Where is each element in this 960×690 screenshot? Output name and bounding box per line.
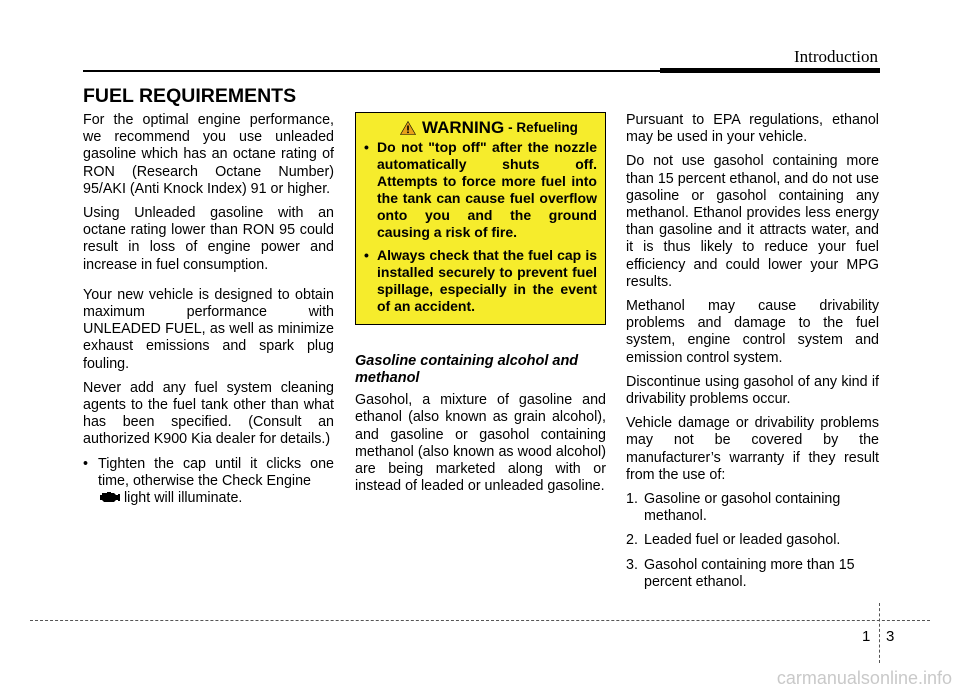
bullet-item	[83, 456, 334, 490]
list-item	[626, 491, 879, 525]
paragraph: Discontinue using gasohol of any kind if drivability problems occur.	[626, 373, 879, 408]
list-item	[626, 532, 879, 549]
warning-label: WARNING	[422, 118, 505, 137]
page-number-divider	[879, 603, 880, 663]
warning-header	[400, 119, 597, 136]
list-number: 1.	[626, 491, 638, 508]
warning-subject: - Refueling	[508, 120, 578, 135]
warning-icon	[400, 121, 416, 135]
bullet-dot: •	[364, 139, 369, 156]
section-label: Introduction	[793, 47, 878, 66]
list-text: Leaded fuel or leaded gasohol.	[644, 532, 841, 549]
check-engine-icon	[98, 491, 120, 503]
watermark: carmanualsonline.info	[776, 668, 952, 688]
paragraph: Using Unleaded gasoline with an octane rating lower than RON 95 could result in loss of engine power and increase in fuel consumption.	[83, 205, 334, 273]
bullet-text: Tighten the cap until it clicks one time, otherwise the Check Engine	[98, 455, 334, 489]
bullet-text-continued: light will illuminate.	[124, 490, 243, 507]
subsection-heading: Gasoline containing alcohol and methanol	[355, 353, 579, 387]
page-title: FUEL REQUIREMENTS	[83, 85, 297, 107]
paragraph: Your new vehicle is designed to obtain maximum performance with UNLEADED FUEL, as well as minimize exhaust emissions and spark plug fouling.	[83, 286, 334, 372]
page-number: 3	[886, 628, 895, 645]
warning-item-text: Do not "top off" after the nozzle automatically shuts off. Attempts to force more fuel into the tank can cause fuel overflow onto you and the ground causing a risk of fire.	[377, 139, 597, 241]
list-item	[626, 557, 879, 591]
header-rule-bold	[660, 68, 880, 73]
header-rule	[83, 70, 661, 72]
bullet-dot: •	[83, 455, 89, 472]
list-number: 2.	[626, 532, 638, 549]
column-left	[83, 112, 334, 507]
footer-rule	[30, 620, 930, 621]
warning-item	[364, 139, 597, 241]
paragraph: Never add any fuel system cleaning agents to the fuel tank other than what has been specified. (Consult an authorized K900 Kia dealer for details.)	[83, 379, 334, 448]
warning-item	[364, 247, 597, 315]
paragraph: Methanol may cause drivability problems and damage to the fuel system, engine control system and emission control system.	[626, 298, 879, 366]
warning-box	[355, 112, 606, 325]
chapter-number: 1	[862, 628, 871, 645]
paragraph: Gasohol, a mixture of gasoline and ethanol (also known as grain alcohol), and gasoline or gasohol containing methanol (also known as wood alcohol) are being marketed along with or instead of leaded or unleaded gasoline.	[355, 392, 606, 495]
list-text: Gasohol containing more than 15 percent ethanol.	[644, 556, 855, 590]
paragraph: Vehicle damage or drivability problems may not be covered by the manufacturer’s warranty if they result from the use of:	[626, 415, 879, 483]
warning-item-text: Always check that the fuel cap is installed securely to prevent fuel spillage, especially in the event of an accident.	[377, 247, 597, 315]
list-number: 3.	[626, 556, 638, 573]
bullet-dot: •	[364, 247, 369, 264]
check-engine-line	[83, 490, 334, 507]
list-text: Gasoline or gasohol containing methanol.	[644, 491, 841, 525]
paragraph: Pursuant to EPA regulations, ethanol may be used in your vehicle.	[626, 112, 879, 146]
column-right	[626, 112, 879, 598]
paragraph: Do not use gasohol containing more than 15 percent ethanol, and do not use gasoline or gasohol containing any methanol. Ethanol provides less energy than gasoline and it attracts water, and it is thus likely to reduce your fuel efficiency and could lower your MPG results.	[626, 153, 879, 290]
paragraph: For the optimal engine performance, we recommend you use unleaded gasoline which has an octane rating of RON (Research Octane Number) 95/AKI (Anti Knock Index) 91 or higher.	[83, 112, 334, 197]
column-middle	[355, 112, 606, 502]
